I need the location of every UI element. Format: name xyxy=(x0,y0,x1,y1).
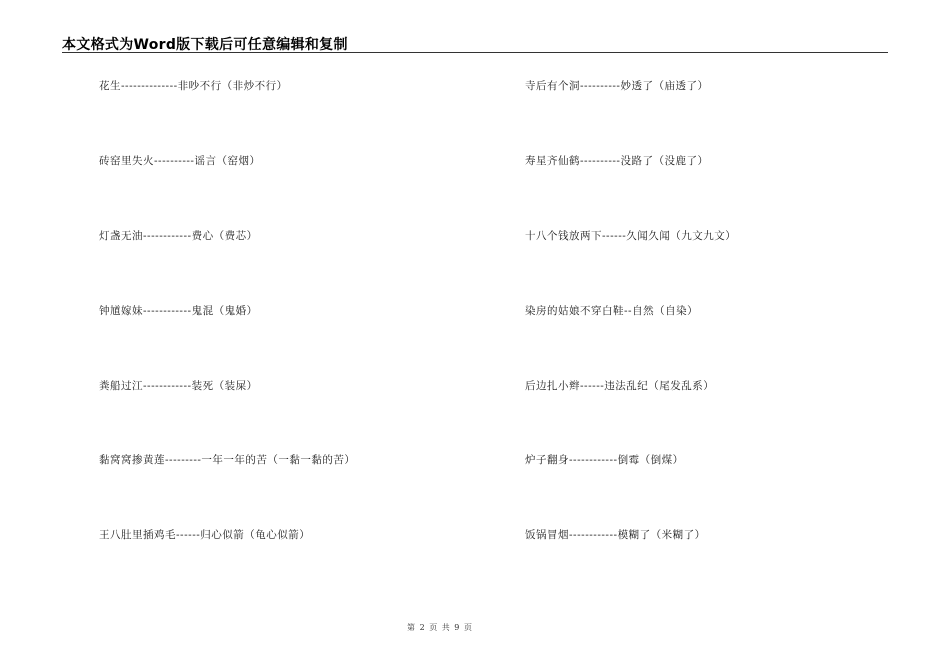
riddle-line: 钟馗嫁妹------------鬼混（鬼婚） xyxy=(99,305,258,317)
riddle-line: 寿星齐仙鹤----------没路了（没鹿了） xyxy=(525,155,709,167)
riddle-line: 染房的姑娘不穿白鞋--自然（自染） xyxy=(525,305,699,317)
riddle-line: 灯盏无油------------费心（费芯） xyxy=(99,230,258,242)
riddle-line: 炉子翻身------------倒霉（倒煤） xyxy=(525,454,684,466)
riddle-line: 寺后有个洞----------妙透了（庙透了） xyxy=(525,80,709,92)
riddle-line: 十八个钱放两下------久闻久闻（九文九文） xyxy=(525,230,737,242)
riddle-line: 黏窝窝掺黄莲---------一年一年的苦（一黏一黏的苦） xyxy=(99,454,356,466)
riddle-line: 砖窑里失火----------谣言（窑烟） xyxy=(99,155,261,167)
riddle-line: 花生--------------非吵不行（非炒不行） xyxy=(99,80,288,92)
header-divider xyxy=(62,52,888,53)
page-number-footer: 第 2 页 共 9 页 xyxy=(407,623,473,632)
riddle-line: 后边扎小辫------违法乱纪（尾发乱系） xyxy=(525,380,715,392)
riddle-line: 粪船过江------------装死（装屎） xyxy=(99,380,258,392)
riddle-line: 王八肚里插鸡毛------归心似箭（龟心似箭） xyxy=(99,529,311,541)
riddle-line: 饭锅冒烟------------模糊了（米糊了） xyxy=(525,529,706,541)
document-header-title: 本文格式为Word版下载后可任意编辑和复制 xyxy=(62,37,348,53)
